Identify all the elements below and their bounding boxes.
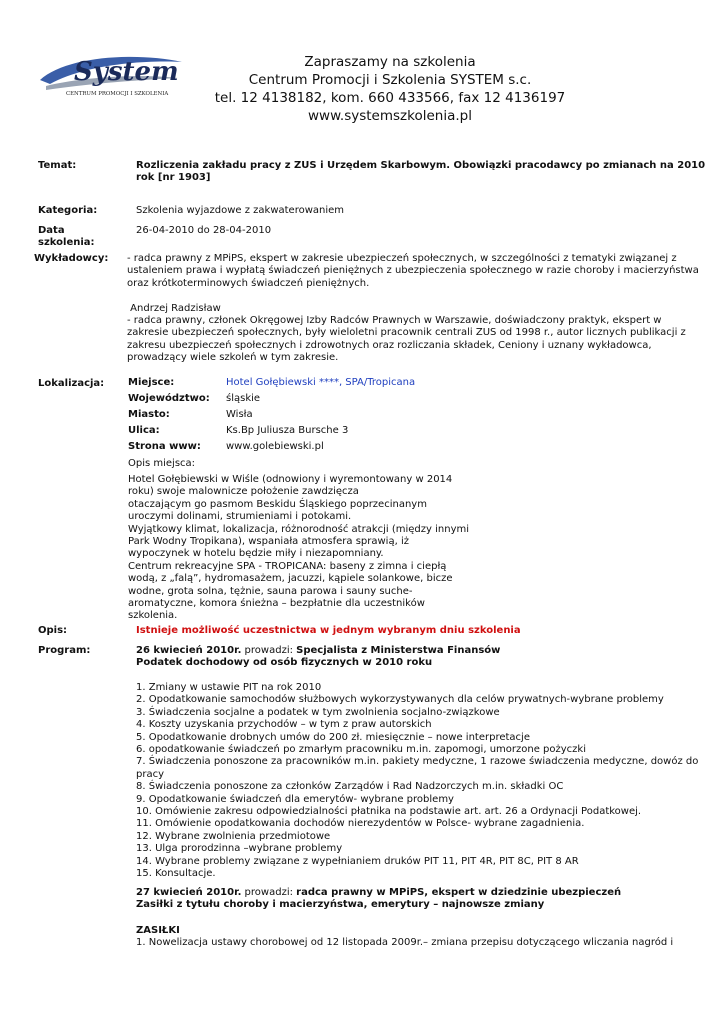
opis-miejsca-line: Hotel Gołębiewski w Wiśle (odnowiony i wyremontowany w 2014 <box>128 474 453 485</box>
opis-miejsca-line: wypoczynek w hotelu będzie miły i niezapomniany. <box>128 548 384 560</box>
kategoria-label: Kategoria: <box>38 205 98 216</box>
opis-miejsca-line: roku) swoje malownicze położenie zawdzięcza <box>128 486 359 498</box>
day1-date: 26 kwiecień 2010r. <box>136 645 242 656</box>
temat-line-1: Rozliczenia zakładu pracy z ZUS i Urzędem Skarbowym. Obowiązki pracodawcy po zmianach na 2010 <box>136 160 706 171</box>
opis-miejsca-line: wodą, z „falą”, hydromasażem, jacuzzi, kąpiele solankowe, bicze <box>128 573 453 585</box>
program-item: 2. Opodatkowanie samochodów służbowych wykorzystywanych dla celów prywatnych-wybrane problemy <box>136 694 664 706</box>
program-item: 8. Świadczenia ponoszone za członków Zarządów i Rad Nadzorczych m.in. składki OC <box>136 781 564 793</box>
temat-label: Temat: <box>38 160 77 171</box>
lokalizacja-label: Lokalizacja: <box>38 378 105 389</box>
program-item: 6. opodatkowanie świadczeń po zmarłym pracowniku m.in. zapomogi, umorzone pożyczki <box>136 744 586 756</box>
header-line-2: Centrum Promocji i Szkolenia SYSTEM s.c. <box>248 72 532 88</box>
miasto-label: Miasto: <box>128 409 170 420</box>
program-item: 13. Ulga prorodzinna –wybrane problemy <box>136 843 343 855</box>
miejsce-label: Miejsce: <box>128 377 175 388</box>
program-item: 15. Konsultacje. <box>136 868 216 880</box>
miasto-value: Wisła <box>226 409 253 420</box>
day1-title: Podatek dochodowy od osób fizycznych w 2010 roku <box>136 657 433 669</box>
program-item: 11. Omówienie opodatkowania dochodów nierezydentów w Polsce- wybrane zagadnienia. <box>136 818 585 830</box>
day1-prowadzi: prowadzi: <box>241 645 297 656</box>
ulica-value: Ks.Bp Juliusza Bursche 3 <box>226 425 349 436</box>
data-label <box>38 225 95 250</box>
wykl-p2-line: zakresie ubezpieczeń społecznych, były wieloletni pracownik centrali ZUS od 1998 r., autor licznych publikacji z <box>127 327 686 339</box>
kategoria-value: Szkolenia wyjazdowe z zakwaterowaniem <box>136 205 345 216</box>
wykl-p2-line: - radca prawny, członek Okręgowej Izby Radców Prawnych w Warszawie, doświadczony praktyk, ekspert w <box>127 315 662 327</box>
ulica-label: Ulica: <box>128 425 160 436</box>
wykl-p2-line: zakresu ubezpieczeń społecznych i zdrowotnych oraz rozliczania składek, Ceniony i uznany wykładowca, <box>127 339 652 351</box>
header-line-4[interactable]: www.systemszkolenia.pl <box>308 108 472 124</box>
program-item: 10. Omówienie zakresu odpowiedzialności płatnika na podstawie art. art. 26 a Ordynacji Podatkowej. <box>136 806 642 818</box>
day2-prowadzi: prowadzi: <box>241 887 297 898</box>
opis-miejsca-label: Opis miejsca: <box>128 458 196 469</box>
program-item: 9. Opodatkowanie świadczeń dla emerytów- wybrane problemy <box>136 793 454 805</box>
wykl-p2-line: prowadzący wiele szkoleń w tym zakresie. <box>127 352 339 364</box>
program-day2-list <box>136 937 716 949</box>
day2-title: Zasiłki z tytułu choroby i macierzyństwa, emerytury – najnowsze zmiany <box>136 899 545 911</box>
program-label: Program: <box>38 645 91 656</box>
data-label-2: szkolenia: <box>38 237 95 249</box>
miejsce-link[interactable]: Hotel Gołębiewski ****, SPA/Tropicana <box>226 377 416 388</box>
logo-tagline: CENTRUM PROMOCJI I SZKOLENIA <box>66 91 169 97</box>
temat-line-2: rok [nr 1903] <box>136 172 211 184</box>
program-item: 12. Wybrane zwolnienia przedmiotowe <box>136 830 331 842</box>
program-day1-list <box>136 682 716 881</box>
opis-value: Istnieje możliwość uczestnictwa w jednym wybranym dniu szkolenia <box>136 625 521 636</box>
header-line-1: Zapraszamy na szkolenia <box>304 54 476 70</box>
wojewodztwo-label: Województwo: <box>128 393 210 404</box>
opis-label: Opis: <box>38 625 68 636</box>
day1-lecturer: Specjalista z Ministerstwa Finansów <box>296 645 501 656</box>
program-day1-header <box>136 645 716 670</box>
opis-miejsca-line: uroczymi dolinami, strumieniami i potokami. <box>128 511 352 523</box>
opis-miejsca-line: Centrum rekreacyjne SPA - TROPICANA: baseny z zimna i ciepłą <box>128 560 447 572</box>
data-value: 26-04-2010 do 28-04-2010 <box>136 225 272 236</box>
wykladowcy-label: Wykładowcy: <box>34 253 109 264</box>
company-logo <box>36 50 186 98</box>
wykl-p1-line: oraz krótkoterminowych świadczeń pieniężnych. <box>127 277 370 289</box>
logo-swoosh-icon <box>36 50 186 98</box>
wojewodztwo-value: śląskie <box>226 393 261 404</box>
program-item: 4. Koszty uzyskania przychodów – w tym z praw autorskich <box>136 719 432 731</box>
wykl-p1-line: ustaleniem prawa i wypłatą świadczeń pieniężnych z ubezpieczenia społecznego w razie choroby i macierzyństwa <box>127 265 699 277</box>
opis-miejsca-line: Wyjątkowy klimat, lokalizacja, różnorodność atrakcji (między innymi <box>128 523 470 535</box>
program-item: pracy <box>136 768 165 780</box>
zasilki-heading: ZASIŁKI <box>136 925 180 936</box>
strona-www-link[interactable]: www.golebiewski.pl <box>226 441 324 452</box>
opis-miejsca-line: Park Wodny Tropikana), wspaniała atmosfera sprawią, iż <box>128 536 409 548</box>
header-line-3: tel. 12 4138182, kom. 660 433566, fax 12 4136197 <box>214 90 566 106</box>
opis-miejsca-line: aromatyczne, komora śnieżna – bezpłatnie dla uczestników <box>128 598 425 610</box>
program-item: 1. Zmiany w ustawie PIT na rok 2010 <box>136 682 322 693</box>
wykladowcy-block <box>127 253 707 365</box>
opis-miejsca-line: wodne, grota solna, tężnie, sauna parowa i sauny suche- <box>128 585 413 597</box>
opis-miejsca-line: otaczającym go pasmom Beskidu Śląskiego poprzecinanym <box>128 498 427 510</box>
day2-date: 27 kwiecień 2010r. <box>136 887 242 898</box>
day2-lecturer: radca prawny w MPiPS, ekspert w dziedzinie ubezpieczeń <box>296 887 622 898</box>
page-header <box>180 53 600 125</box>
program-item: 7. Świadczenia ponoszone za pracowników m.in. pakiety medyczne, 1 razowe świadczenia medyczne, dowóz do <box>136 756 699 768</box>
data-label-1: Data <box>38 225 65 236</box>
program-item: 14. Wybrane problemy związane z wypełnianiem druków PIT 11, PIT 4R, PIT 8C, PIT 8 AR <box>136 855 579 867</box>
program-item: 1. Nowelizacja ustawy chorobowej od 12 listopada 2009r.– zmiana przepisu dotyczącego wliczania nagród i <box>136 937 674 948</box>
strona-www-label: Strona www: <box>128 441 201 452</box>
temat-value <box>136 160 706 185</box>
program-day2-header <box>136 887 716 912</box>
wykl-p2-line: Andrzej Radzisław <box>127 302 221 314</box>
logo-brand: System <box>74 57 179 87</box>
program-item: 5. Opodatkowanie drobnych umów do 200 zł. miesięcznie – nowe interpretacje <box>136 731 530 743</box>
opis-miejsca-text <box>128 474 488 623</box>
wykl-p1-line: - radca prawny z MPiPS, ekspert w zakresie ubezpieczeń społecznych, w szczególności z tematyki związanej z <box>127 253 677 264</box>
opis-miejsca-line: szkolenia. <box>128 610 178 622</box>
program-item: 3. Świadczenia socjalne a podatek w tym zwolnienia socjalno-związkowe <box>136 706 500 718</box>
